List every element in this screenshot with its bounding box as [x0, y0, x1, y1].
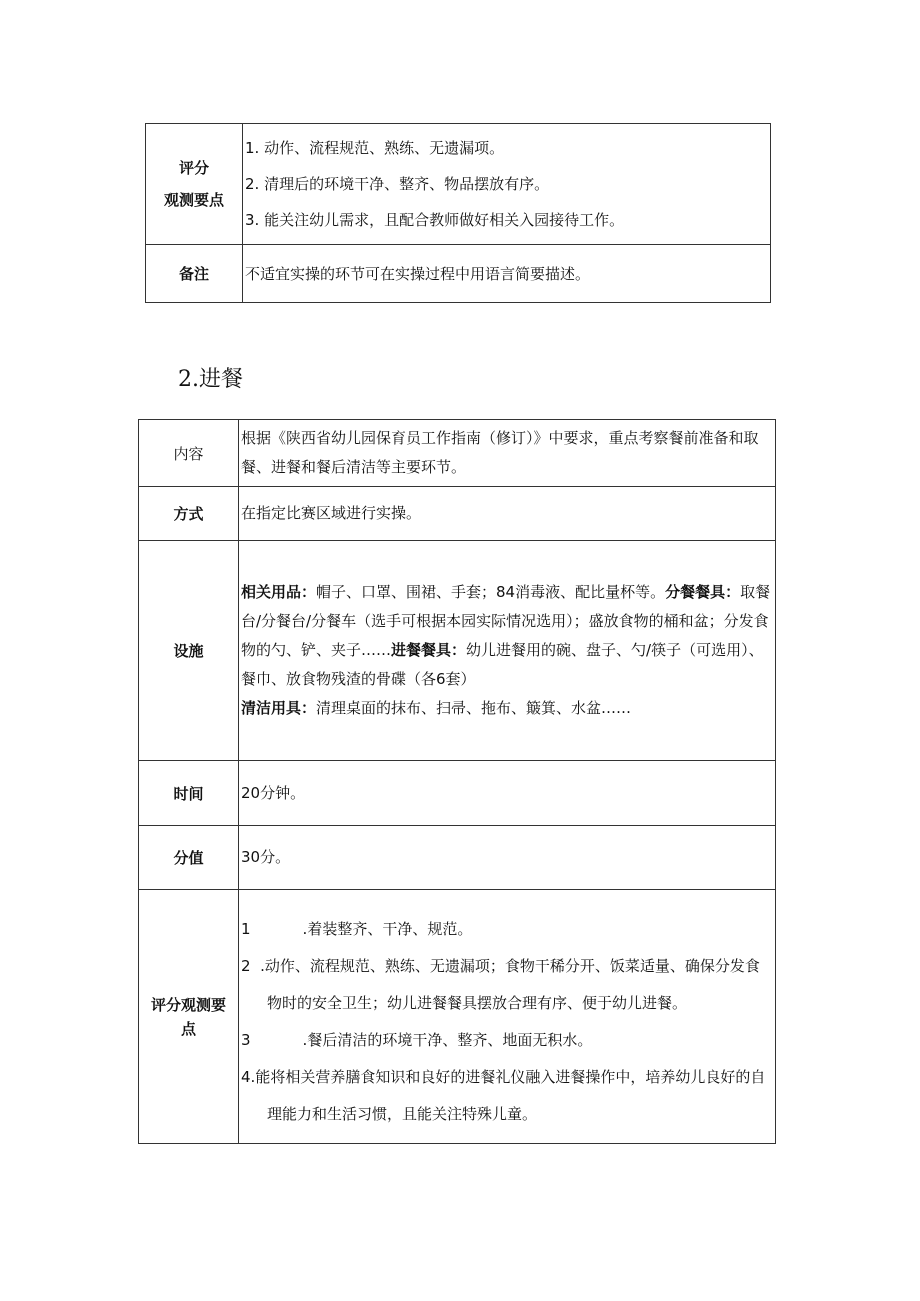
scoring-label-line2: 观测要点 [163, 191, 224, 209]
table-row [139, 541, 776, 761]
remark-text: 不适宜实操的环节可在实操过程中用语言简要描述。 [243, 245, 771, 303]
time-label: 时间 [139, 761, 239, 826]
content-label: 内容 [139, 420, 239, 487]
scoring-point: 1 .着装整齐、干净、规范。 [241, 919, 473, 938]
scoring-point: 4.能将相关营养膳食知识和良好的进餐礼仪融入进餐操作中，培养幼儿良好的自理能力和生活习惯，且能关注特殊儿童。 [241, 1067, 766, 1123]
facility-label: 清洁用具： [241, 699, 317, 717]
scoring-points-cell [243, 124, 771, 245]
facility-label: 相关用品： [241, 583, 317, 601]
scoring-point: 2. 清理后的环境干净、整齐、物品摆放有序。 [245, 175, 550, 193]
scoring-point: 3. 能关注幼儿需求，且配合教师做好相关入园接待工作。 [245, 211, 625, 229]
facility-text: 幼儿进餐用的碗、盘子、勺/筷子（可选用）、餐巾、放食物残渣的骨碟（各6套） [241, 641, 764, 688]
meal-table [138, 419, 776, 1144]
method-label: 方式 [139, 487, 239, 541]
scoring-point: 3 .餐后清洁的环境干净、整齐、地面无积水。 [241, 1030, 593, 1049]
table-row [139, 890, 776, 1144]
facility-label: 进餐餐具： [391, 641, 467, 659]
scoring-point: 2 .动作、流程规范、熟练、无遗漏项；食物干稀分开、饭菜适量、确保分发食物时的安全卫生；幼儿进餐餐具摆放合理有序、便于幼儿进餐。 [241, 956, 760, 1012]
score-text: 30分。 [239, 826, 776, 890]
score-label: 分值 [139, 826, 239, 890]
table-row [139, 826, 776, 890]
facility-text: 取餐台/分餐台/分餐车（选手可根据本园实际情况选用）；盛放食物的桶和盆；分发食物的勺、铲、夹子…… [241, 583, 771, 659]
method-text: 在指定比赛区域进行实操。 [239, 487, 776, 541]
table-row [146, 124, 771, 245]
table-row [139, 761, 776, 826]
table-row [139, 487, 776, 541]
scoring-label-line1: 评分 [178, 159, 209, 177]
facility-text: 帽子、口罩、围裙、手套；84消毒液、配比量杯等。 [316, 583, 666, 601]
scoring-points-cell [239, 890, 776, 1144]
remark-label: 备注 [146, 245, 243, 303]
content-text: 根据《陕西省幼儿园保育员工作指南（修订）》中要求，重点考察餐前准备和取餐、进餐和餐后清洁等主要环节。 [239, 420, 776, 487]
time-text: 20分钟。 [239, 761, 776, 826]
facilities-label: 设施 [139, 541, 239, 761]
section-heading: 2.进餐 [178, 367, 243, 392]
facility-text: 清理桌面的抹布、扫帚、拖布、簸箕、水盆…… [316, 699, 632, 717]
facility-label: 分餐餐具： [665, 583, 741, 601]
scoring-point: 1. 动作、流程规范、熟练、无遗漏项。 [245, 139, 505, 157]
scoring-label: 评分观测要点 [139, 890, 239, 1144]
facilities-text [239, 541, 776, 761]
table-row [139, 420, 776, 487]
scoring-label-cell [146, 124, 243, 245]
scoring-table-1 [145, 123, 771, 303]
table-row [146, 245, 771, 303]
